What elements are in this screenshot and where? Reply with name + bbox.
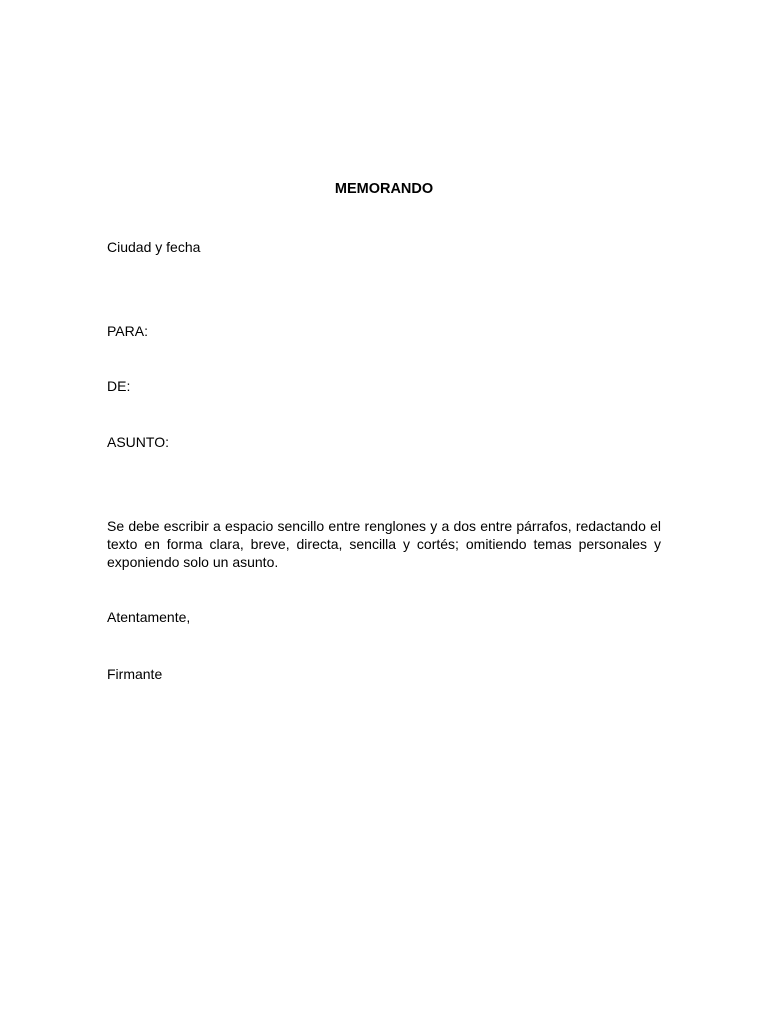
signer-line: Firmante	[107, 666, 163, 682]
para-field-label: PARA:	[107, 323, 148, 339]
memo-body-paragraph: Se debe escribir a espacio sencillo entre renglones y a dos entre párrafos, redactando el texto en forma clara, breve, directa, sencilla y cortés; omitiendo temas personales y exponiendo solo un asunto.	[107, 518, 661, 570]
asunto-field-label: ASUNTO:	[107, 434, 169, 450]
memo-title: MEMORANDO	[334, 181, 434, 197]
closing-line: Atentamente,	[107, 609, 191, 625]
de-field-label: DE:	[107, 378, 131, 394]
city-date-line: Ciudad y fecha	[107, 239, 201, 255]
